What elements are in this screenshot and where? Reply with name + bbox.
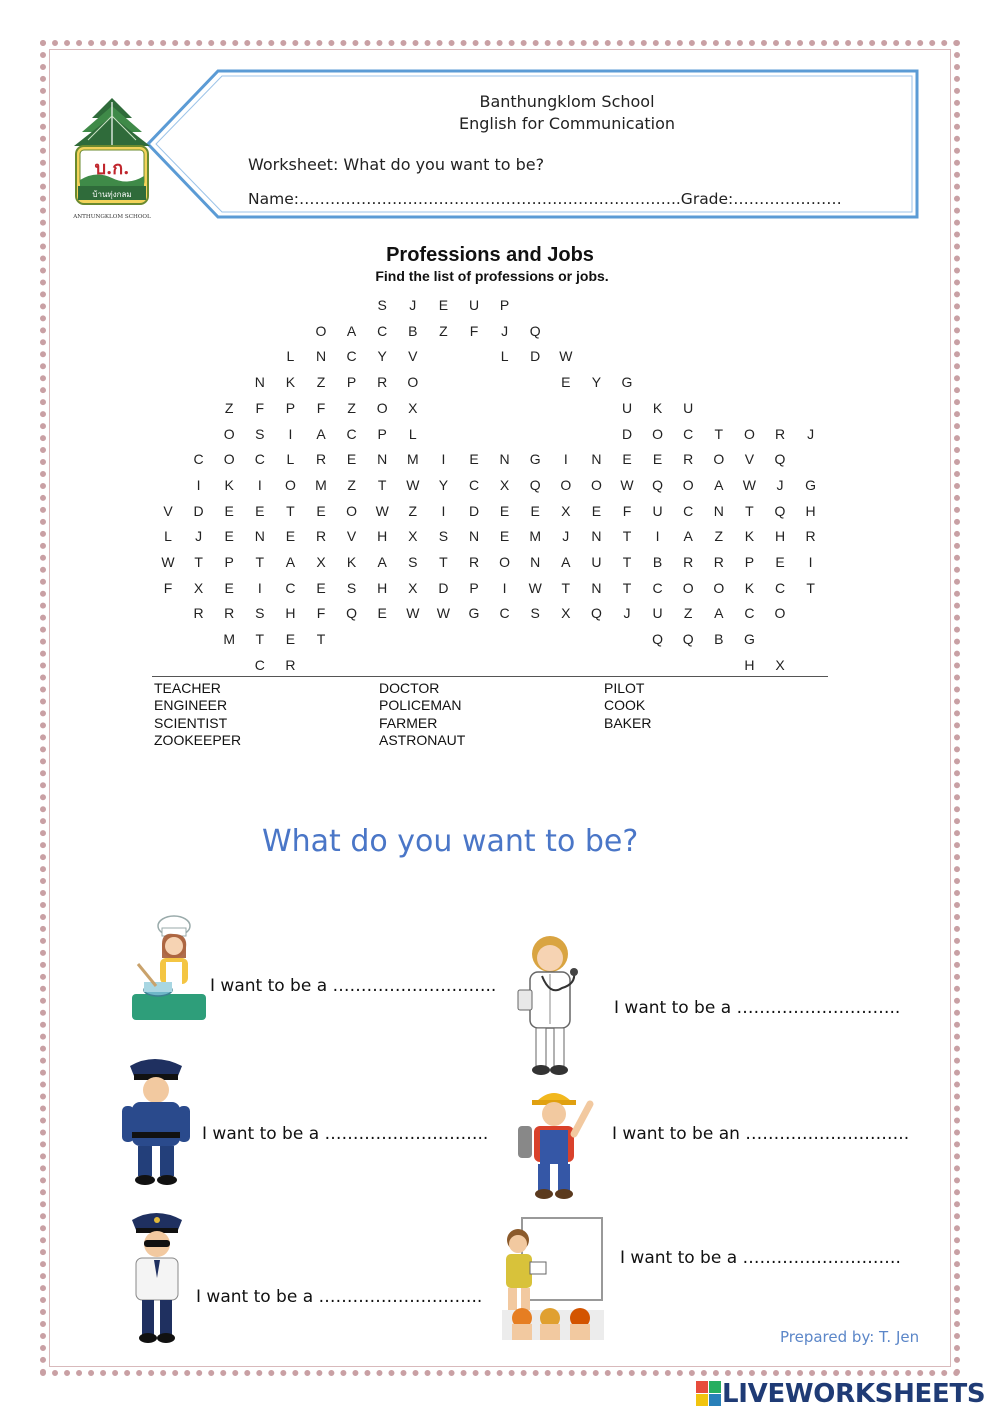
- grid-letter: L: [500, 348, 509, 365]
- grid-letter: C: [652, 579, 663, 596]
- grid-letter: Q: [774, 502, 786, 519]
- grid-letter: H: [377, 579, 388, 596]
- prompt-chef: I want to be a ………………………..: [210, 976, 497, 996]
- grid-letter: I: [502, 579, 507, 596]
- grid-letter: T: [745, 502, 754, 519]
- grid-letter: U: [621, 399, 633, 416]
- grid-letter: C: [744, 605, 755, 622]
- grid-letter: P: [285, 399, 296, 416]
- grid-letter: X: [316, 554, 326, 570]
- grid-letter: K: [346, 554, 357, 570]
- grid-letter: T: [714, 425, 724, 442]
- grid-letter: Q: [652, 631, 664, 648]
- grid-letter: I: [257, 476, 262, 493]
- word-list-item: DOCTOR: [379, 680, 440, 696]
- grid-letter: C: [346, 348, 357, 365]
- grid-letter: W: [161, 554, 175, 570]
- grid-letter: D: [468, 502, 480, 519]
- grid-letter: X: [193, 579, 204, 596]
- grid-letter: W: [559, 348, 573, 365]
- grid-letter: Z: [439, 322, 448, 339]
- grid-letter: E: [499, 528, 510, 545]
- grid-letter: B: [408, 322, 418, 339]
- grid-letter: M: [223, 631, 236, 648]
- grid-letter: E: [377, 605, 387, 622]
- grid-letter: O: [284, 476, 296, 493]
- grid-letter: O: [499, 554, 511, 570]
- grid-letter: Z: [683, 605, 693, 622]
- grid-letter: P: [224, 554, 234, 570]
- grid-letter: G: [743, 631, 755, 648]
- grid-letter: E: [224, 579, 234, 596]
- grid-letter: W: [375, 502, 389, 519]
- section-heading: What do you want to be?: [262, 824, 639, 859]
- grid-letter: O: [590, 476, 602, 493]
- grid-letter: H: [774, 528, 786, 545]
- grid-letter: C: [193, 451, 204, 468]
- grid-letter: L: [286, 451, 295, 468]
- grid-letter: E: [775, 554, 785, 570]
- grid-letter: P: [469, 579, 479, 596]
- grid-letter: S: [346, 579, 357, 596]
- grid-letter: R: [683, 451, 694, 468]
- policeman-icon: [118, 1052, 192, 1186]
- grid-letter: C: [774, 579, 786, 596]
- grid-letter: E: [224, 528, 234, 545]
- grid-letter: Z: [347, 476, 356, 493]
- grid-letter: S: [255, 425, 265, 442]
- grid-letter: A: [714, 476, 724, 493]
- grid-letter: T: [561, 579, 571, 596]
- grid-letter: T: [255, 631, 265, 648]
- grid-letter: W: [406, 605, 420, 622]
- grid-letter: D: [438, 579, 449, 596]
- grid-letter: T: [377, 476, 387, 493]
- grid-letter: T: [286, 502, 295, 519]
- grid-letter: P: [744, 554, 755, 570]
- chef-icon: [126, 914, 208, 1024]
- grid-letter: O: [223, 451, 235, 468]
- grid-letter: E: [438, 297, 449, 313]
- prompt-pilot: I want to be a ………………………..: [196, 1287, 483, 1307]
- grid-letter: H: [285, 605, 296, 622]
- grid-letter: W: [436, 605, 450, 622]
- grid-letter: A: [714, 605, 724, 622]
- grid-letter: C: [285, 579, 296, 596]
- grid-letter: I: [441, 502, 446, 519]
- grid-letter: U: [683, 399, 694, 416]
- grid-letter: I: [196, 476, 201, 493]
- grid-letter: H: [805, 502, 816, 519]
- grid-letter: X: [408, 579, 418, 596]
- grid-letter: M: [315, 476, 327, 493]
- word-list-item: TEACHER: [154, 680, 221, 696]
- grid-letter: E: [469, 451, 479, 468]
- worksheet-title: Worksheet: What do you want to be?: [248, 155, 545, 174]
- grid-letter: K: [744, 528, 755, 545]
- grid-letter: O: [682, 476, 694, 493]
- grid-letter: G: [621, 374, 633, 391]
- word-list-item: COOK: [604, 697, 646, 714]
- grid-letter: V: [163, 502, 173, 519]
- grid-letter: R: [377, 374, 388, 391]
- grid-letter: G: [468, 605, 480, 622]
- grid-letter: L: [286, 348, 295, 365]
- word-list-item: PILOT: [604, 680, 645, 696]
- grid-letter: E: [316, 579, 326, 596]
- grid-letter: C: [254, 451, 265, 468]
- word-list-divider: [152, 676, 828, 677]
- grid-letter: Q: [590, 605, 602, 622]
- grid-letter: T: [622, 554, 632, 570]
- grid-letter: X: [499, 476, 510, 493]
- grid-letter: Q: [774, 451, 786, 468]
- grid-letter: I: [288, 425, 293, 442]
- grid-letter: P: [499, 297, 510, 313]
- word-list-item: BAKER: [604, 714, 652, 731]
- grid-letter: A: [561, 554, 571, 570]
- grid-letter: N: [591, 579, 602, 596]
- grid-letter: Y: [591, 374, 602, 391]
- grid-letter: F: [163, 579, 173, 596]
- prepared-by: Prepared by: T. Jen: [780, 1328, 920, 1346]
- grid-letter: N: [591, 528, 602, 545]
- grid-letter: V: [744, 451, 755, 468]
- grid-letter: G: [805, 476, 817, 493]
- grid-letter: I: [808, 554, 813, 570]
- grid-letter: J: [807, 425, 815, 442]
- grid-letter: I: [257, 579, 262, 596]
- wordsearch-title: Professions and Jobs: [386, 244, 594, 266]
- grid-letter: X: [775, 656, 785, 673]
- grid-letter: E: [499, 502, 510, 519]
- grid-letter: V: [346, 528, 357, 545]
- prompt-teacher: I want to be a ……………………….: [620, 1248, 901, 1268]
- grid-letter: F: [316, 605, 326, 622]
- liveworksheets-brand: [696, 1376, 985, 1412]
- grid-letter: C: [346, 425, 357, 442]
- grid-letter: T: [622, 579, 632, 596]
- grid-letter: J: [623, 605, 631, 622]
- grid-letter: Q: [682, 631, 694, 648]
- grid-letter: K: [285, 374, 296, 391]
- grid-letter: R: [683, 554, 694, 570]
- grid-letter: F: [622, 502, 632, 519]
- grid-letter: T: [439, 554, 448, 570]
- grid-letter: N: [713, 502, 724, 519]
- grid-letter: H: [377, 528, 388, 545]
- logo-thai-banner: บ้านทุ่งกลม: [92, 190, 132, 199]
- grid-letter: O: [407, 374, 419, 391]
- grid-letter: Q: [346, 605, 358, 622]
- grid-letter: U: [468, 297, 480, 313]
- grid-letter: S: [377, 297, 387, 313]
- doctor-icon: [514, 932, 604, 1080]
- brand-text: LIVEWORKSHEETS: [722, 1379, 986, 1409]
- grid-letter: M: [529, 528, 542, 545]
- grid-letter: C: [683, 425, 694, 442]
- grid-letter: N: [254, 374, 265, 391]
- grid-letter: F: [469, 322, 479, 339]
- grid-letter: R: [805, 528, 816, 545]
- grid-letter: I: [441, 451, 446, 468]
- grid-letter: R: [713, 554, 724, 570]
- grid-letter: D: [621, 425, 633, 442]
- prompt-policeman: I want to be a ………………………..: [202, 1124, 489, 1144]
- grid-letter: T: [255, 554, 265, 570]
- grid-letter: Z: [316, 374, 326, 391]
- grid-letter: J: [195, 528, 203, 545]
- grid-letter: E: [652, 451, 663, 468]
- grid-letter: Q: [652, 476, 664, 493]
- grid-letter: F: [255, 399, 265, 416]
- grid-letter: K: [652, 399, 663, 416]
- word-list-item: FARMER: [379, 714, 438, 731]
- word-list-item: SCIENTIST: [154, 714, 228, 731]
- grid-letter: W: [620, 476, 634, 493]
- grid-letter: L: [408, 425, 417, 442]
- word-list-item: ASTRONAUT: [379, 731, 466, 748]
- logo-leaves: [74, 98, 150, 148]
- grid-letter: J: [409, 297, 417, 313]
- grid-letter: C: [468, 476, 480, 493]
- grid-letter: O: [652, 425, 664, 442]
- course-name: English for Communication: [458, 114, 676, 133]
- grid-letter: X: [561, 605, 571, 622]
- grid-letter: O: [315, 322, 327, 339]
- grid-letter: O: [713, 579, 725, 596]
- grid-letter: K: [744, 579, 755, 596]
- prompt-doctor: I want to be a ………………………..: [614, 998, 901, 1018]
- engineer-icon: [514, 1080, 604, 1202]
- grid-letter: R: [774, 425, 786, 442]
- prompt-engineer: I want to be an ………………………..: [612, 1124, 910, 1144]
- grid-letter: T: [194, 554, 203, 570]
- grid-letter: E: [561, 374, 571, 391]
- grid-letter: J: [562, 528, 570, 545]
- grid-letter: E: [285, 528, 296, 545]
- grid-letter: R: [193, 605, 204, 622]
- grid-letter: B: [714, 631, 724, 648]
- grid-letter: J: [501, 322, 509, 339]
- grid-letter: N: [591, 451, 602, 468]
- school-logo: [66, 96, 158, 226]
- grid-letter: A: [683, 528, 693, 545]
- grid-letter: Z: [224, 399, 234, 416]
- grid-letter: E: [622, 451, 632, 468]
- grid-letter: Z: [408, 502, 418, 519]
- grid-letter: K: [224, 476, 234, 493]
- grid-letter: Y: [438, 476, 449, 493]
- grid-letter: Q: [529, 322, 541, 339]
- grid-letter: E: [224, 502, 234, 519]
- grid-letter: E: [316, 502, 326, 519]
- grid-letter: P: [346, 374, 357, 391]
- grid-letter: X: [561, 502, 571, 519]
- grid-letter: O: [560, 476, 572, 493]
- grid-letter: A: [316, 425, 326, 442]
- grid-letter: N: [315, 348, 327, 365]
- grid-letter: C: [377, 322, 388, 339]
- grid-letter: A: [377, 554, 387, 570]
- grid-letter: W: [528, 579, 542, 596]
- grid-letter: E: [346, 451, 357, 468]
- grid-letter: G: [529, 451, 541, 468]
- name-grade-line: Name:………………………………………………………………..Grade:…………………: [248, 190, 842, 208]
- grid-letter: W: [406, 476, 420, 493]
- grid-letter: O: [713, 451, 725, 468]
- school-name: Banthungklom School: [479, 92, 655, 111]
- grid-letter: N: [468, 528, 480, 545]
- grid-letter: X: [408, 399, 418, 416]
- grid-letter: T: [316, 631, 326, 648]
- grid-letter: E: [530, 502, 540, 519]
- grid-letter: H: [744, 656, 755, 673]
- grid-letter: E: [255, 502, 265, 519]
- grid-letter: U: [652, 502, 663, 519]
- grid-letter: U: [591, 554, 602, 570]
- word-list-item: ENGINEER: [154, 697, 228, 714]
- grid-letter: C: [254, 656, 265, 673]
- grid-letter: Z: [714, 528, 724, 545]
- liveworksheets-logo-icon: [696, 1379, 722, 1409]
- grid-letter: N: [499, 451, 510, 468]
- grid-letter: S: [438, 528, 449, 545]
- grid-letter: D: [530, 348, 541, 365]
- grid-letter: R: [285, 656, 296, 673]
- grid-letter: T: [622, 528, 632, 545]
- grid-letter: P: [377, 425, 387, 442]
- grid-letter: E: [285, 631, 296, 648]
- grid-letter: V: [408, 348, 418, 365]
- grid-letter: Y: [377, 348, 387, 365]
- logo-school-caption: ANTHUNGKLOM SCHOOL: [73, 214, 151, 220]
- grid-letter: E: [591, 502, 602, 519]
- logo-initials: บ.ก.: [94, 158, 130, 179]
- grid-letter: A: [285, 554, 296, 570]
- grid-letter: I: [655, 528, 660, 545]
- word-list-item: ZOOKEEPER: [154, 731, 242, 748]
- pilot-icon: [124, 1206, 190, 1346]
- grid-letter: X: [408, 528, 418, 545]
- grid-letter: R: [224, 605, 235, 622]
- grid-letter: N: [377, 451, 388, 468]
- grid-letter: O: [774, 605, 786, 622]
- grid-letter: M: [406, 451, 419, 468]
- grid-letter: J: [776, 476, 784, 493]
- grid-letter: L: [164, 528, 172, 545]
- grid-letter: N: [254, 528, 265, 545]
- grid-letter: O: [682, 579, 694, 596]
- teacher-icon: [498, 1214, 606, 1344]
- word-list-item: POLICEMAN: [379, 697, 462, 714]
- grid-letter: B: [652, 554, 663, 570]
- grid-letter: I: [563, 451, 568, 468]
- grid-letter: A: [346, 322, 357, 339]
- grid-letter: C: [683, 502, 694, 519]
- grid-letter: D: [193, 502, 204, 519]
- grid-letter: Q: [529, 476, 541, 493]
- grid-letter: O: [743, 425, 755, 442]
- grid-letter: F: [316, 399, 326, 416]
- grid-letter: W: [742, 476, 756, 493]
- grid-letter: N: [530, 554, 541, 570]
- wordsearch-subtitle: Find the list of professions or jobs.: [375, 268, 609, 284]
- grid-letter: R: [468, 554, 480, 570]
- grid-letter: O: [346, 502, 358, 519]
- grid-letter: O: [223, 425, 235, 442]
- grid-letter: T: [806, 579, 815, 596]
- grid-letter: S: [408, 554, 418, 570]
- grid-letter: R: [315, 451, 327, 468]
- grid-letter: C: [499, 605, 510, 622]
- grid-letter: R: [315, 528, 327, 545]
- grid-letter: O: [376, 399, 388, 416]
- grid-letter: S: [530, 605, 540, 622]
- grid-letter: Z: [347, 399, 356, 416]
- grid-letter: U: [652, 605, 663, 622]
- grid-letter: S: [255, 605, 265, 622]
